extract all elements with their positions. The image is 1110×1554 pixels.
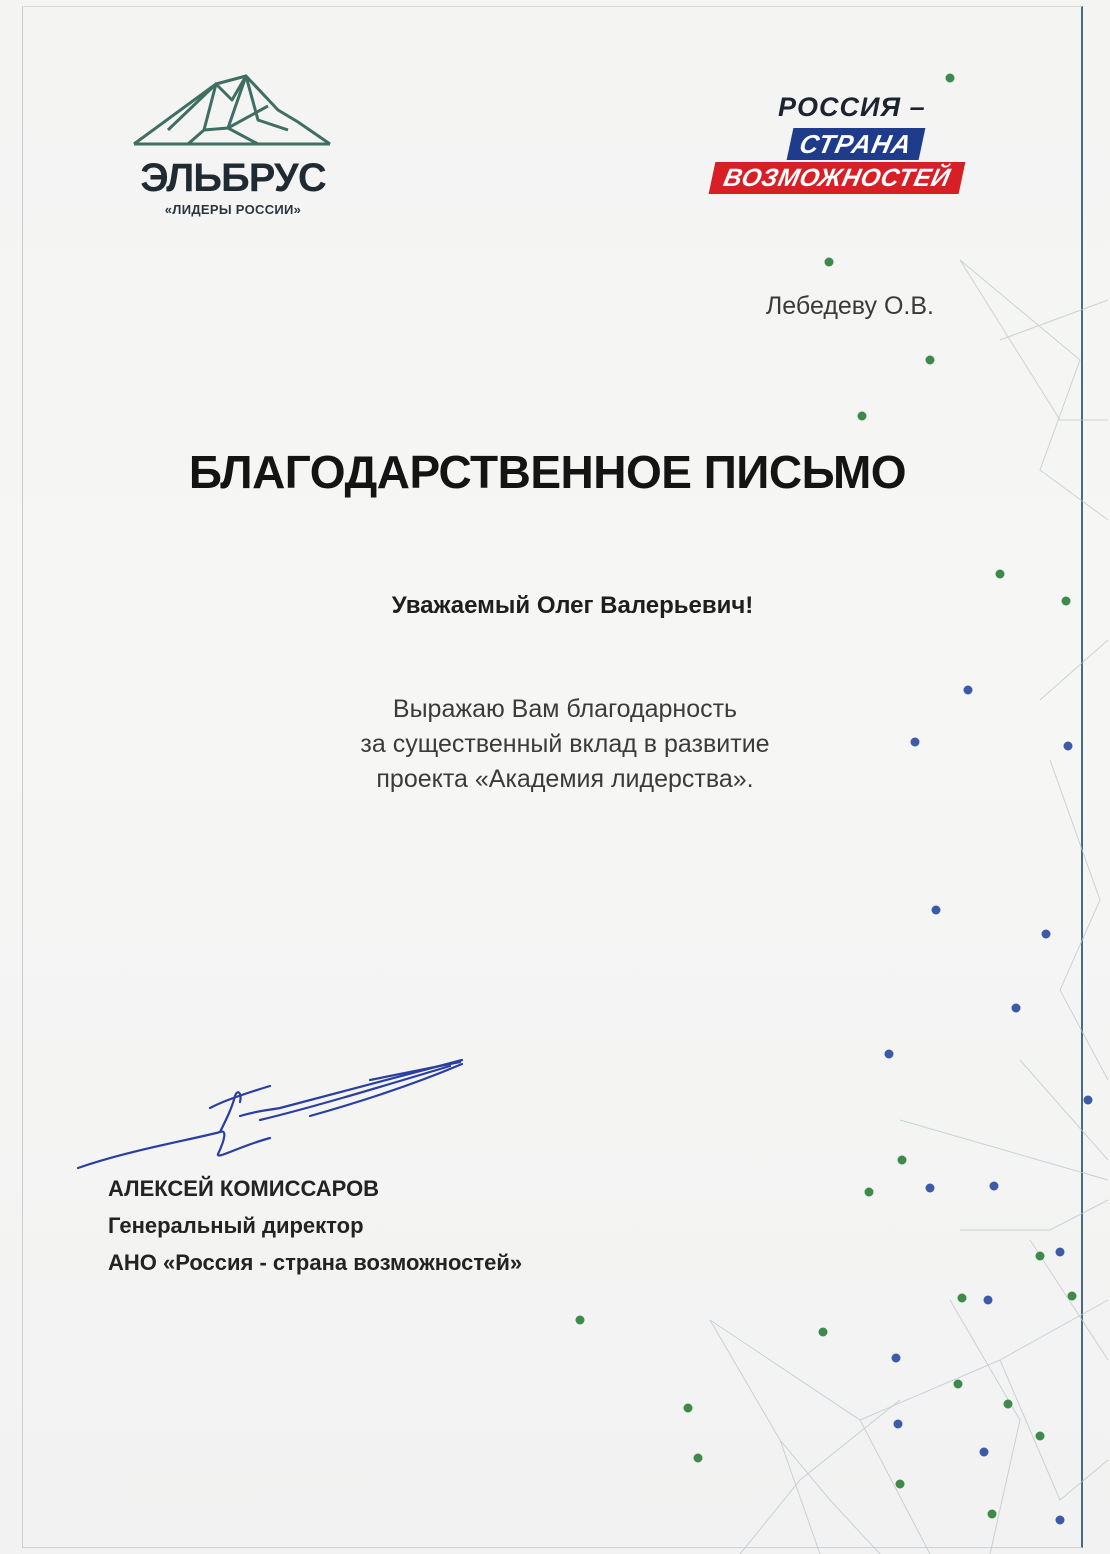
elbrus-logo: [128, 70, 338, 220]
decor-dot: [896, 1480, 905, 1489]
decor-dot: [694, 1454, 703, 1463]
decor-dot: [946, 74, 955, 83]
russia-logo-line1: РОССИЯ –: [778, 92, 926, 122]
decor-dot: [980, 1448, 989, 1457]
decor-dot: [1004, 1400, 1013, 1409]
russia-opportunities-logo: [706, 92, 996, 202]
decor-dot: [926, 1184, 935, 1193]
elbrus-subtitle: «ЛИДЕРЫ РОССИИ»: [164, 202, 302, 217]
decor-dot: [894, 1420, 903, 1429]
signatory-organization: АНО «Россия - страна возможностей»: [108, 1250, 523, 1275]
signatory-name: АЛЕКСЕЙ КОМИССАРОВ: [108, 1176, 380, 1201]
decor-dot: [576, 1316, 585, 1325]
decor-dot: [988, 1510, 997, 1519]
decor-dot: [885, 1050, 894, 1059]
decor-dot: [898, 1156, 907, 1165]
letter-body: [0, 692, 1110, 797]
letter-title: БЛАГОДАРСТВЕННОЕ ПИСЬМО: [188, 446, 907, 498]
decor-dot: [996, 570, 1005, 579]
russia-logo-line2: СТРАНА: [787, 128, 926, 160]
signatory-position: Генеральный директор: [108, 1213, 364, 1238]
decor-dot: [1042, 930, 1051, 939]
decor-dot: [984, 1296, 993, 1305]
decor-dot: [1056, 1248, 1065, 1257]
body-line: проекта «Академия лидерства».: [376, 765, 754, 793]
russia-logo-line3: ВОЗМОЖНОСТЕЙ: [709, 162, 966, 194]
decor-dot: [926, 356, 935, 365]
decor-dot: [684, 1404, 693, 1413]
decor-dot: [865, 1188, 874, 1197]
decor-dot: [1084, 1096, 1093, 1105]
decor-dot: [825, 258, 834, 267]
greeting: Уважаемый Олег Валерьевич!: [391, 592, 754, 619]
decor-dot: [958, 1294, 967, 1303]
elbrus-title: ЭЛЬБРУС: [140, 156, 326, 200]
decor-dot: [1068, 1292, 1077, 1301]
body-line: Выражаю Вам благодарность: [392, 695, 738, 723]
decor-dot: [954, 1380, 963, 1389]
decor-dot: [858, 412, 867, 421]
decor-dot: [1012, 1004, 1021, 1013]
body-line: за существенный вклад в развитие: [360, 730, 770, 758]
decor-dot: [892, 1354, 901, 1363]
decor-dot: [932, 906, 941, 915]
decor-dot: [1036, 1432, 1045, 1441]
decor-dot: [819, 1328, 828, 1337]
mountain-icon: [128, 70, 338, 154]
decor-dot: [990, 1182, 999, 1191]
decor-dot: [1056, 1516, 1065, 1525]
handwritten-signature: [70, 1050, 480, 1180]
recipient: Лебедеву О.В.: [765, 292, 934, 320]
decor-dot: [1036, 1252, 1045, 1261]
signature-block: [108, 1170, 522, 1281]
